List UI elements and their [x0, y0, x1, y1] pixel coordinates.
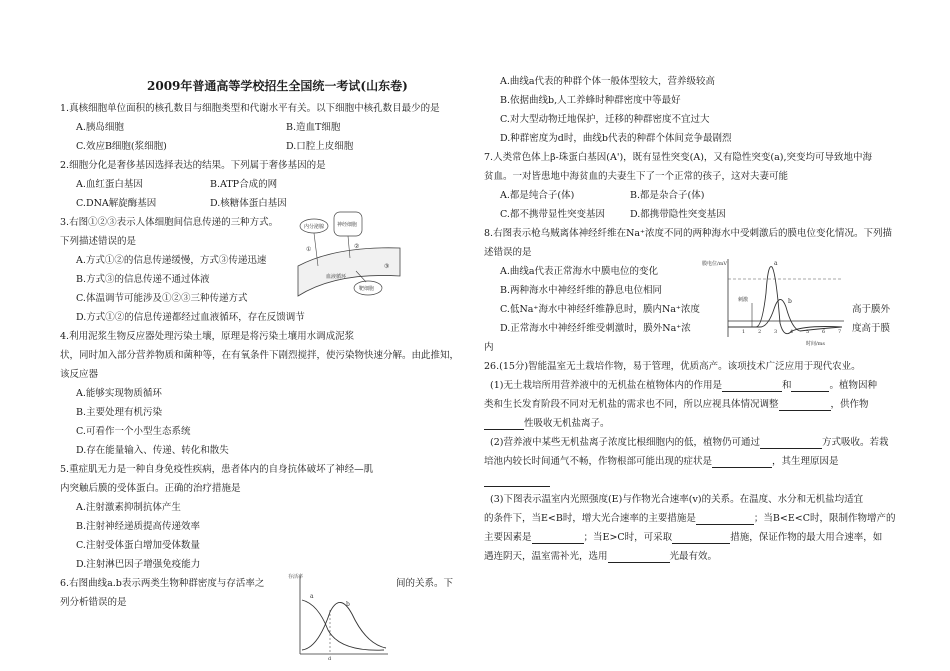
q3-stem: 3.右图①②③表示人体细胞间信息传递的三种方式。	[60, 217, 279, 228]
q3-fig-label-endocrine: 内分泌腺	[304, 224, 325, 230]
q3-fig-marker-3: ③	[384, 263, 390, 270]
q26-p1-text-a: (1)无土栽培所用营养液中的无机盐在植物体内的作用是	[490, 380, 722, 391]
q26-p1-line1	[490, 379, 877, 392]
q7-option-b: B.都是杂合子(体)	[630, 190, 705, 201]
q7-option-c: C.都不携带显性突变基因	[500, 209, 605, 220]
q26-p3-line3	[484, 531, 882, 544]
q26-p2-line3	[484, 474, 550, 487]
q6-fig-ylabel: 存活率	[288, 574, 304, 580]
q26-p3-text-d: ；当E>C时，可采取	[583, 532, 673, 543]
q8-fig-ylabel: 膜电位/mV	[702, 261, 728, 267]
q26-p1-line2	[484, 398, 869, 411]
q6-option-d: D.种群密度为d时，曲线b代表的种群个体间竞争最剧烈	[500, 133, 732, 144]
q8-fig-tick-3: 3	[774, 329, 778, 335]
q8-fig-tick-6: 6	[822, 329, 826, 335]
q26-blank-6	[712, 457, 772, 468]
q26-p3-text-e: 措施，保证作物的最大用合速率，如	[730, 532, 883, 543]
q8-option-c: C.低Na⁺海水中神经纤维静息时，膜内Na⁺浓度	[500, 304, 700, 315]
q2-option-a: A.血红蛋白基因	[76, 179, 143, 190]
q3-option-d: D.方式①②的信息传递都经过血液循环，存在反馈调节	[76, 312, 305, 323]
q8-fig-tick-4: 4	[790, 329, 794, 335]
q26-p3-text-a: 的条件下，当E<B时，增大光合速率的主要措施是	[484, 513, 696, 524]
q26-blank-10	[672, 533, 730, 544]
q5-option-a: A.注射激素抑制抗体产生	[76, 502, 181, 513]
q6-fig-curve-a: a	[310, 593, 314, 600]
q7-option-d: D.都携带隐性突变基因	[630, 209, 726, 220]
q8-option-d-wrap: 内	[484, 342, 494, 353]
q26-p1-text-f: 性吸收无机盐离子。	[524, 418, 610, 429]
q3-option-a: A.方式①②的信息传递缓慢，方式③传递迅速	[76, 255, 267, 266]
q8-option-d: D.正常海水中神经纤维受刺激时，膜外Na⁺浓	[500, 323, 691, 334]
q2-option-d: D.核糖体蛋白基因	[210, 198, 287, 209]
q1-option-b: B.造血T细胞	[286, 122, 341, 133]
q8-option-b: B.两种海水中神经纤维的静息电位相同	[500, 285, 663, 296]
q4-option-b: B.主要处理有机污染	[76, 407, 163, 418]
q26-p2-text-c: 培池内较长时间通气不畅，作物根部可能出现的症状是	[484, 456, 713, 467]
q3-fig-label-target: 靶细胞	[359, 286, 375, 292]
q26-p3-text-b: ；当B<E<C时，限制作物增产的	[753, 513, 896, 524]
q8-fig-tick-7: 7	[838, 329, 842, 335]
q3-fig-marker-2: ②	[354, 243, 360, 250]
q5-option-b: B.注射神经递质提高传递效率	[76, 521, 201, 532]
q26-p3-line1: (3)下图表示温室内光照强度(E)与作物光合速率(v)的关系。在温度、水分和无机盐均适宜	[490, 494, 864, 505]
q26-p1-line3	[484, 417, 610, 430]
q8-option-d-tail: 度高于膜	[852, 323, 891, 334]
q26-p1-text-d: 类和生长发育阶段不同对无机盐的需求也不同，所以应视具体情况调整	[484, 399, 779, 410]
q6-figure	[288, 570, 392, 660]
q5-stem: 5.重症肌无力是一种自身免疫性疾病，患者体内的自身抗体破坏了神经—肌	[60, 464, 374, 475]
q6-fig-curve-b: b	[346, 601, 350, 608]
q26-p1-text-c: 。植物因种	[829, 380, 877, 391]
q6-stem: 6.右图曲线a.b表示两类生物种群密度与存活率之	[60, 578, 265, 589]
q1-option-d: D.口腔上皮细胞	[286, 141, 354, 152]
q26-blank-8	[696, 514, 754, 525]
q26-p2-text-d: ，其生理原因是	[772, 456, 839, 467]
q8-fig-xlabel: 时间/ms	[806, 341, 825, 347]
q4-stem-cont2: 该反应器	[60, 369, 99, 380]
q26-blank-11	[608, 552, 670, 563]
q2-stem: 2.细胞分化是奢侈基因选择表达的结果。下列属于奢侈基因的是	[60, 160, 326, 171]
q26-p3-line4	[484, 550, 717, 563]
q4-option-c: C.可看作一个小型生态系统	[76, 426, 191, 437]
q3-fig-marker-1: ①	[306, 246, 312, 253]
q6-fig-xlabel: d	[328, 656, 332, 660]
q26-p3-text-g: 光最有效。	[669, 551, 718, 562]
q5-option-d: D.注射淋巴因子增强免疫能力	[76, 559, 201, 570]
q4-option-d: D.存在能量输入、传递、转化和散失	[76, 445, 229, 456]
q6-option-b: B.依据曲线b,人工养蜂时种群密度中等最好	[500, 95, 681, 106]
q26-blank-2	[791, 381, 829, 392]
q1-option-a: A.胰岛细胞	[76, 122, 124, 133]
q26-blank-4	[484, 419, 524, 430]
q4-stem-cont: 状，同时加入部分营养物质和菌种等，在有氧条件下剧烈搅拌，使污染物快速分解。由此推知，	[60, 350, 460, 361]
q8-fig-curve-b: b	[788, 298, 792, 305]
q4-option-a: A.能够实现物质循环	[76, 388, 162, 399]
q8-option-a: A.曲线a代表正常海水中膜电位的变化	[500, 266, 659, 277]
q3-option-b: B.方式③的信息传递不通过体液	[76, 274, 210, 285]
q8-fig-stim: 刺激	[738, 297, 749, 303]
q26-p3-text-f: 遇连阴天，温室需补光，选用	[484, 551, 608, 562]
q3-fig-label-neuron: 神经细胞	[337, 222, 358, 228]
q26-blank-5	[760, 438, 822, 449]
q26-p2-line1	[490, 436, 888, 449]
q6-stem-tail: 间的关系。下	[396, 578, 454, 589]
q26-p2-text-b: 方式吸收。若栽	[821, 437, 889, 448]
q26-stem: 26.(15分)智能温室无土栽培作物，易于管理，优质高产。该项技术广泛应用于现代农业。	[484, 361, 861, 372]
q1-option-c: C.效应B细胞(浆细胞)	[76, 141, 167, 152]
q26-blank-3	[779, 400, 831, 411]
q6-stem-cont: 列分析错误的是	[60, 597, 127, 608]
q6-option-c: C.对大型动物迁地保护，迁移的种群密度不宜过大	[500, 114, 710, 125]
q8-stem: 8.右图表示枪乌贼离体神经纤维在Na⁺浓度不同的两种海水中受刺激后的膜电位变化情况。下列描	[484, 228, 893, 239]
q8-fig-curve-a: a	[774, 260, 778, 267]
q26-p3-line2	[484, 512, 896, 525]
q26-blank-1	[722, 381, 782, 392]
q7-option-a: A.都是纯合子(体)	[500, 190, 575, 201]
q3-fig-label-blood: 血液循环	[326, 274, 347, 280]
q8-stem-cont: 述错误的是	[484, 247, 532, 258]
q26-p2-text-a: (2)营养液中某些无机盐离子浓度比根细胞内的低，植物仍可通过	[490, 437, 760, 448]
page-title: 2009年普通高等学校招生全国统一考试(山东卷)	[147, 79, 408, 93]
q5-stem-cont: 内突触后膜的受体蛋白。正确的治疗措施是	[60, 483, 241, 494]
q8-fig-tick-5: 5	[806, 329, 810, 335]
q1-stem: 1.真核细胞单位面积的核孔数目与细胞类型和代谢水平有关。以下细胞中核孔数目最少的是	[60, 103, 440, 114]
q8-option-c-tail: 高于膜外	[852, 304, 891, 315]
q26-p1-text-e: ，供作物	[830, 399, 869, 410]
q3-figure	[296, 206, 402, 308]
q26-p2-line2	[484, 455, 839, 468]
q5-option-c: C.注射受体蛋白增加受体数量	[76, 540, 200, 551]
q2-option-b: B.ATP合成的网	[210, 179, 278, 190]
q8-fig-tick-1: 1	[742, 329, 746, 335]
q7-stem-cont: 贫血。一对皆患地中海贫血的夫妻生下了一个正常的孩子，这对夫妻可能	[484, 171, 789, 182]
q26-p3-text-c: 主要因素是	[484, 532, 532, 543]
q3-stem-cont: 下列描述错误的是	[60, 236, 137, 247]
q8-fig-tick-2: 2	[758, 329, 762, 335]
q7-stem: 7.人类常色体上β-珠蛋白基因(A')，既有显性突变(A)，又有隐性突变(a),突变均可导致地中海	[484, 152, 873, 163]
q8-figure	[702, 253, 848, 349]
q2-option-c: C.DNA解旋酶基因	[76, 198, 157, 209]
q26-blank-7	[484, 476, 550, 487]
q26-blank-9	[532, 533, 584, 544]
q26-p1-text-b: 和	[781, 380, 792, 391]
q3-option-c: C.体温调节可能涉及①②③三种传递方式	[76, 293, 248, 304]
q6-option-a: A.曲线a代表的种群个体一般体型较大，营养级较高	[500, 76, 716, 87]
q4-stem: 4.利用泥浆生物反应器处理污染土壤，原理是将污染土壤用水调成泥浆	[60, 331, 355, 342]
